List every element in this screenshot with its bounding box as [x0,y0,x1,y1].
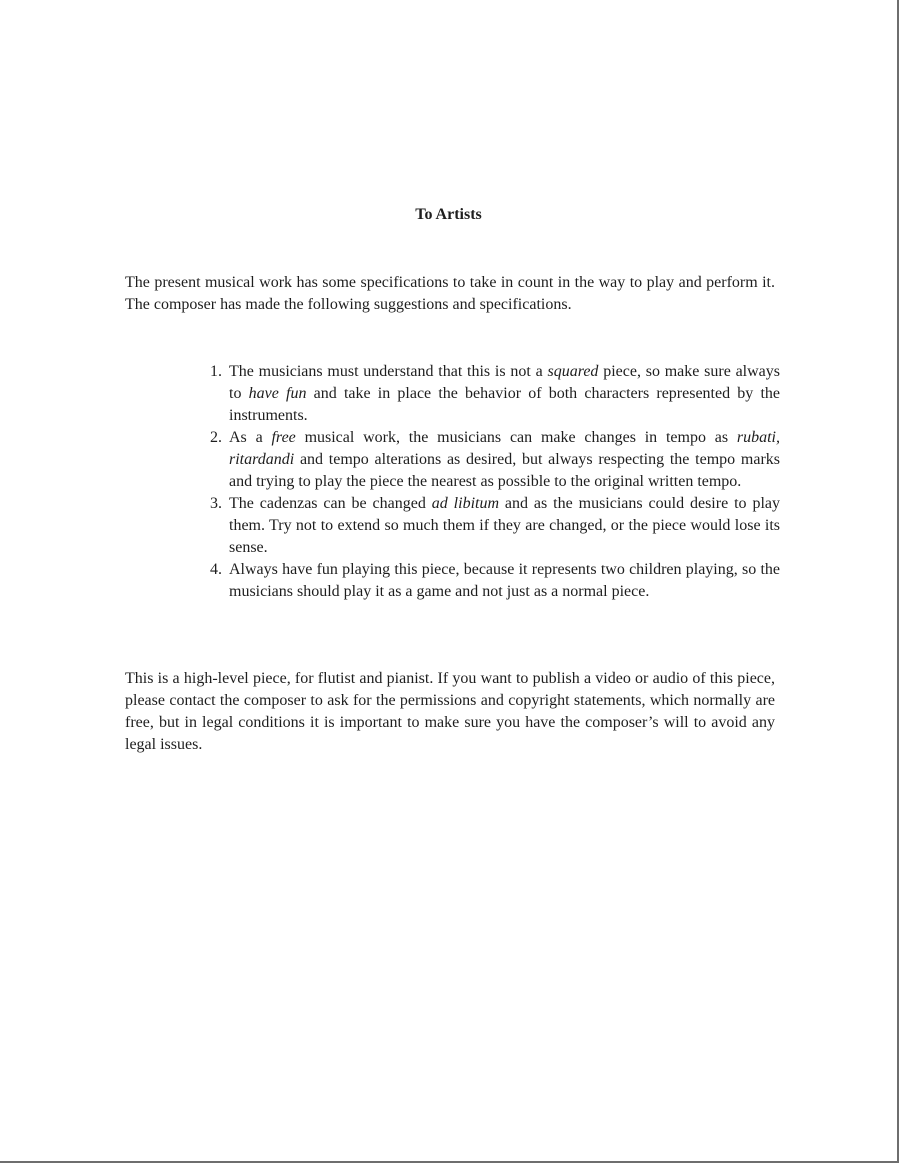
page-title: To Artists [415,206,482,223]
list-item-text [229,559,780,603]
list-item-number: 2. [210,429,222,446]
text-run: piece, so make sure always to [229,363,781,402]
list-item-text [229,493,780,559]
intro-paragraph: The present musical work has some specifications to take in count in the way to play and perform it. The composer has made the following suggestions and specifications. [125,274,775,313]
text-run: The cadenzas can be changed [229,495,432,512]
text-run: musical work, the musicians can make changes in tempo as [295,429,737,446]
list-item [200,361,780,427]
list-item-number: 3. [210,495,222,512]
list-item-number: 4. [210,561,222,578]
list-item [200,493,780,559]
specifications-list [200,361,780,603]
italic-text-run: free [271,429,296,446]
list-item-text [229,427,780,493]
italic-text-run: rubati, ritardandi [229,429,780,468]
list-item-text [229,361,780,427]
text-run: and take in place the behavior of both characters represented by the instruments. [229,385,781,424]
list-item [200,559,780,603]
text-run: Always have fun playing this piece, because it represents two children playing, so the musicians should play it as a game and not just as a normal piece. [229,561,780,600]
list-item-number: 1. [210,363,222,380]
italic-text-run: squared [547,363,599,380]
italic-text-run: have fun [248,385,307,402]
list-item [200,427,780,493]
italic-text-run: ad libitum [431,495,500,512]
closing-paragraph: This is a high-level piece, for flutist and pianist. If you want to publish a video or audio of this piece, please contact the composer to ask for the permissions and copyright statements, which normally are free, but in legal conditions it is important to make sure you have the composer’s will to avoid any legal issues. [125,670,775,753]
text-run: The musicians must understand that this is not a [229,363,548,380]
text-run: and tempo alterations as desired, but always respecting the tempo marks and trying to play the piece the nearest as possible to the original written tempo. [229,451,780,490]
text-run: As a [229,429,272,446]
text-run: and as the musicians could desire to play them. Try not to extend so much them if they are changed, or the piece would lose its sense. [229,495,780,556]
